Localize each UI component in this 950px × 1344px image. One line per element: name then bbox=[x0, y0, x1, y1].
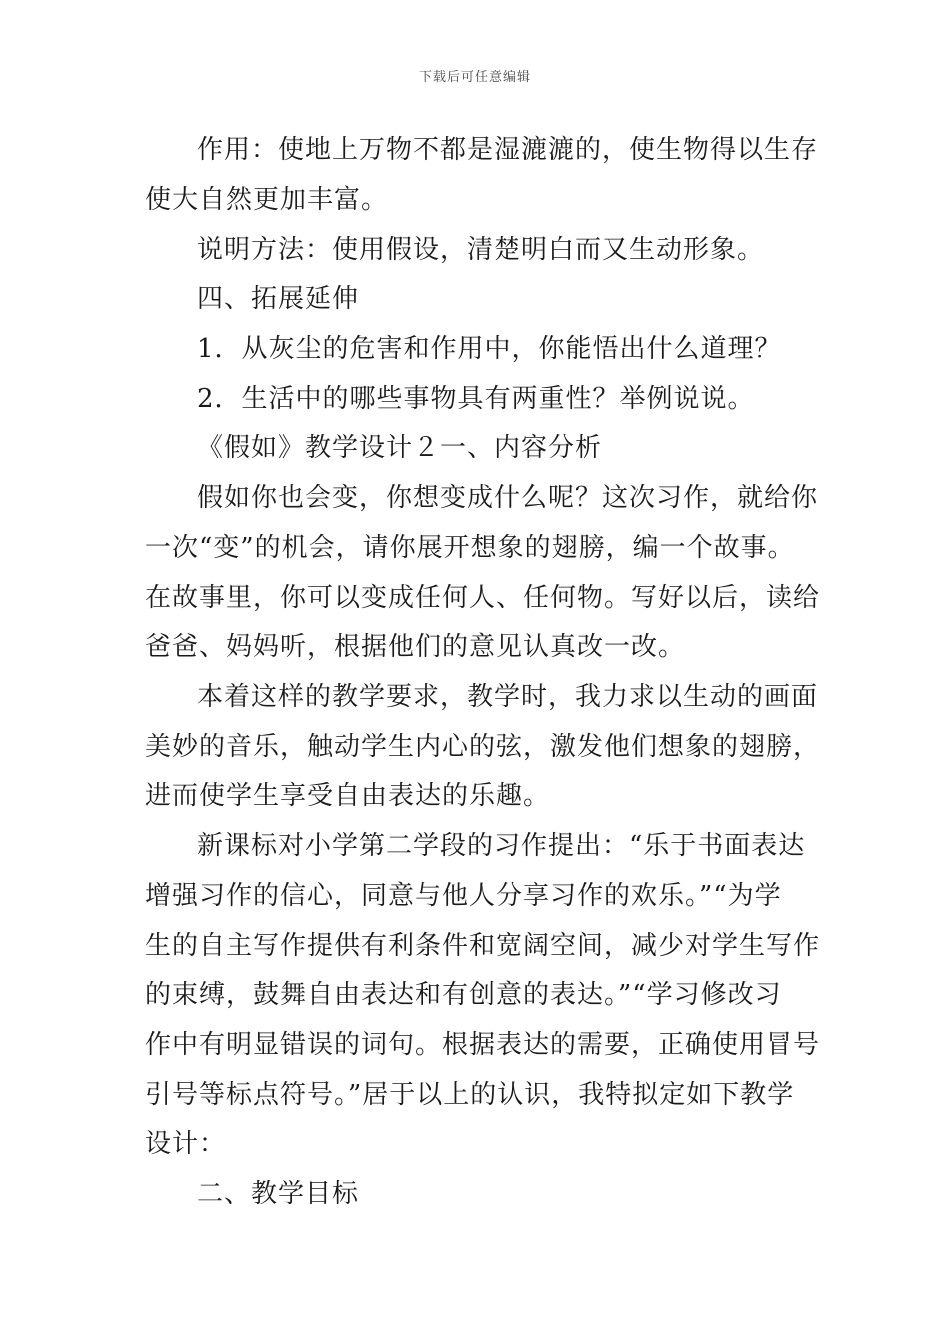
text-line: 进而使学生享受自由表达的乐趣。 bbox=[145, 781, 551, 811]
text-line: 使大自然更加丰富。 bbox=[145, 185, 389, 215]
text-line: 1．从灰尘的危害和作用中，你能悟出什么道理？ bbox=[197, 334, 782, 364]
text-line: 生的自主写作提供有利条件和宽阔空间，减少对学生写作 bbox=[145, 931, 821, 961]
text-line: 设计： bbox=[145, 1129, 227, 1159]
text-line: 作用：使地上万物不都是湿漉漉的，使生物得以生存 bbox=[197, 135, 819, 165]
text-line: 说明方法：使用假设，清楚明白而又生动形象。 bbox=[197, 235, 765, 265]
text-line: 美妙的音乐，触动学生内心的弦，激发他们想象的翅膀， bbox=[145, 732, 821, 762]
text-line: 一次“变”的机会，请你展开想象的翅膀，编一个故事。 bbox=[145, 533, 795, 563]
text-line: 增强习作的信心，同意与他人分享习作的欢乐。”“为学 bbox=[145, 881, 782, 911]
text-line: 本着这样的教学要求，教学时，我力求以生动的画面 bbox=[197, 682, 819, 712]
text-line: 新课标对小学第二学段的习作提出：“乐于书面表达 bbox=[197, 831, 806, 861]
section-heading: 二、教学目标 bbox=[197, 1179, 360, 1209]
text-line: 在故事里，你可以变成任何人、任何物。写好以后，读给 bbox=[145, 583, 821, 613]
text-line: 2．生活中的哪些事物具有两重性？举例说说。 bbox=[197, 384, 755, 414]
text-line: 引号等标点符号。”居于以上的认识，我特拟定如下教学 bbox=[145, 1080, 795, 1110]
section-heading: 四、拓展延伸 bbox=[197, 284, 360, 314]
text-line: 假如你也会变，你想变成什么呢？这次习作，就给你 bbox=[197, 483, 819, 513]
text-line: 作中有明显错误的词句。根据表达的需要，正确使用冒号 bbox=[145, 1030, 821, 1060]
text-line: 的束缚，鼓舞自由表达和有创意的表达。”“学习修改习 bbox=[145, 980, 782, 1010]
text-line: 爸爸、妈妈听，根据他们的意见认真改一改。 bbox=[145, 632, 686, 662]
section-heading: 《假如》教学设计２一、内容分析 bbox=[197, 433, 603, 463]
page-header: 下载后可任意编辑 bbox=[418, 70, 531, 85]
